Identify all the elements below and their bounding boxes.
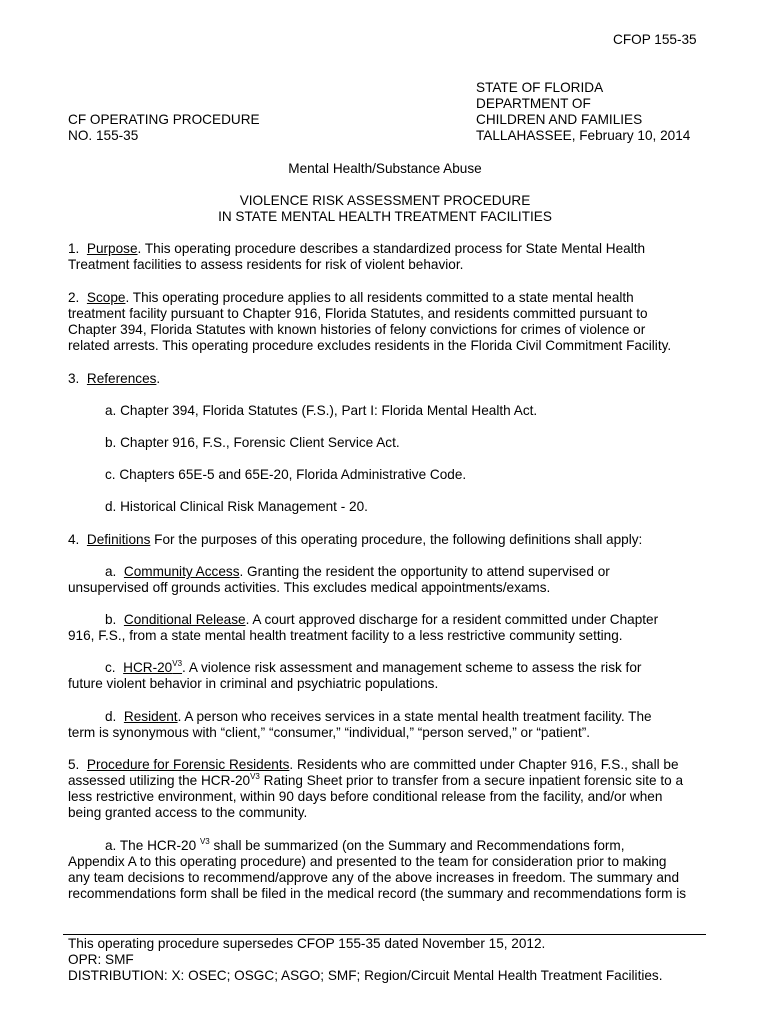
- paragraph-line: 5. Procedure for Forensic Residents. Residents who are committed under Chapter 916, F.S., shall be: [68, 757, 679, 772]
- paragraph-line: future violent behavior in criminal and psychiatric populations.: [68, 676, 439, 691]
- paragraph-line: 3. References.: [68, 371, 161, 386]
- section-heading: References: [86, 371, 157, 386]
- procedure-number: NO. 155-35: [68, 128, 139, 143]
- section-heading: Scope: [86, 290, 126, 305]
- title-line: IN STATE MENTAL HEALTH TREATMENT FACILITIES: [218, 209, 552, 224]
- procedure-label: CF OPERATING PROCEDURE: [68, 112, 260, 127]
- paragraph-line: a. The HCR-20 $^{V3}$ shall be summarized (on the Summary and Recommendations form,: [105, 837, 625, 853]
- reference-item: a. Chapter 394, Florida Statutes (F.S.), Part I: Florida Mental Health Act.: [105, 403, 538, 418]
- footer-divider: [63, 934, 706, 935]
- paragraph-line: 1. Purpose. This operating procedure describes a standardized process for State Mental Health: [68, 241, 646, 256]
- document-number: CFOP 155-35: [613, 32, 697, 47]
- footer-line: DISTRIBUTION: X: OSEC; OSGC; ASGO; SMF; Region/Circuit Mental Health Treatment Facilities.: [68, 968, 663, 983]
- definition-term: Resident: [123, 709, 178, 724]
- paragraph-line: d. Resident. A person who receives services in a state mental health treatment facility. The: [105, 709, 652, 724]
- reference-item: b. Chapter 916, F.S., Forensic Client Service Act.: [105, 435, 400, 450]
- agency-line: STATE OF FLORIDA: [476, 80, 604, 95]
- section-heading: Procedure for Forensic Residents: [86, 757, 290, 772]
- paragraph-line: any team decisions to recommend/approve any of the above increases in freedom. The summary and: [68, 870, 680, 885]
- paragraph-line: 2. Scope. This operating procedure applies to all residents committed to a state mental health: [68, 290, 634, 305]
- paragraph-line: Treatment facilities to assess residents for risk of violent behavior.: [68, 257, 464, 272]
- subject-line: Mental Health/Substance Abuse: [288, 161, 482, 176]
- agency-line: DEPARTMENT OF: [476, 96, 591, 111]
- section-heading: Purpose: [86, 241, 138, 256]
- reference-item: d. Historical Clinical Risk Management - 20.: [105, 499, 368, 514]
- paragraph-line: Chapter 394, Florida Statutes with known histories of felony convictions for crimes of violence or: [68, 322, 646, 337]
- agency-line: TALLAHASSEE, February 10, 2014: [476, 128, 691, 143]
- definition-term: Conditional Release: [123, 612, 246, 627]
- paragraph-line: c. HCR-$20^{V3}$. A violence risk assessment and management scheme to assess the risk for: [105, 659, 642, 675]
- paragraph-line: less restrictive environment, within 90 days before conditional release from the facility, and/or when: [68, 789, 663, 804]
- paragraph-line: b. Conditional Release. A court approved discharge for a resident committed under Chapter: [105, 612, 659, 627]
- paragraph-line: unsupervised off grounds activities. This excludes medical appointments/exams.: [68, 580, 551, 595]
- paragraph-line: term is synonymous with “client,” “consumer,” “individual,” “person served,” or “patient”.: [68, 725, 591, 740]
- reference-item: c. Chapters 65E-5 and 65E-20, Florida Administrative Code.: [105, 467, 467, 482]
- paragraph-line: being granted access to the community.: [68, 805, 308, 820]
- definition-term: HCR-$20^{V3}$: [123, 659, 183, 675]
- paragraph-line: treatment facility pursuant to Chapter 916, Florida Statutes, and residents committed pursuant to: [68, 306, 648, 321]
- paragraph-line: 4. Definitions For the purposes of this operating procedure, the following definitions shall apply:: [68, 532, 643, 547]
- definition-term: Community Access: [123, 564, 240, 579]
- paragraph-line: a. Community Access. Granting the resident the opportunity to attend supervised or: [105, 564, 610, 579]
- paragraph-line: recommendations form shall be filed in the medical record (the summary and recommendations form is: [68, 886, 687, 901]
- paragraph-line: Appendix A to this operating procedure) and presented to the team for consideration prior to making: [68, 854, 667, 869]
- footer-line: This operating procedure supersedes CFOP 155-35 dated November 15, 2012.: [68, 936, 546, 951]
- agency-line: CHILDREN AND FAMILIES: [476, 112, 643, 127]
- section-heading: Definitions: [86, 532, 151, 547]
- paragraph-line: 916, F.S., from a state mental health treatment facility to a less restrictive community setting.: [68, 628, 623, 643]
- paragraph-line: assessed utilizing the HCR-$20^{V3}$ Rating Sheet prior to transfer from a secure inpatient forensic site to a: [68, 772, 684, 788]
- footer-line: OPR: SMF: [68, 952, 134, 967]
- paragraph-line: related arrests. This operating procedure excludes residents in the Florida Civil Commitment Facility.: [68, 338, 672, 353]
- title-line: VIOLENCE RISK ASSESSMENT PROCEDURE: [239, 193, 531, 208]
